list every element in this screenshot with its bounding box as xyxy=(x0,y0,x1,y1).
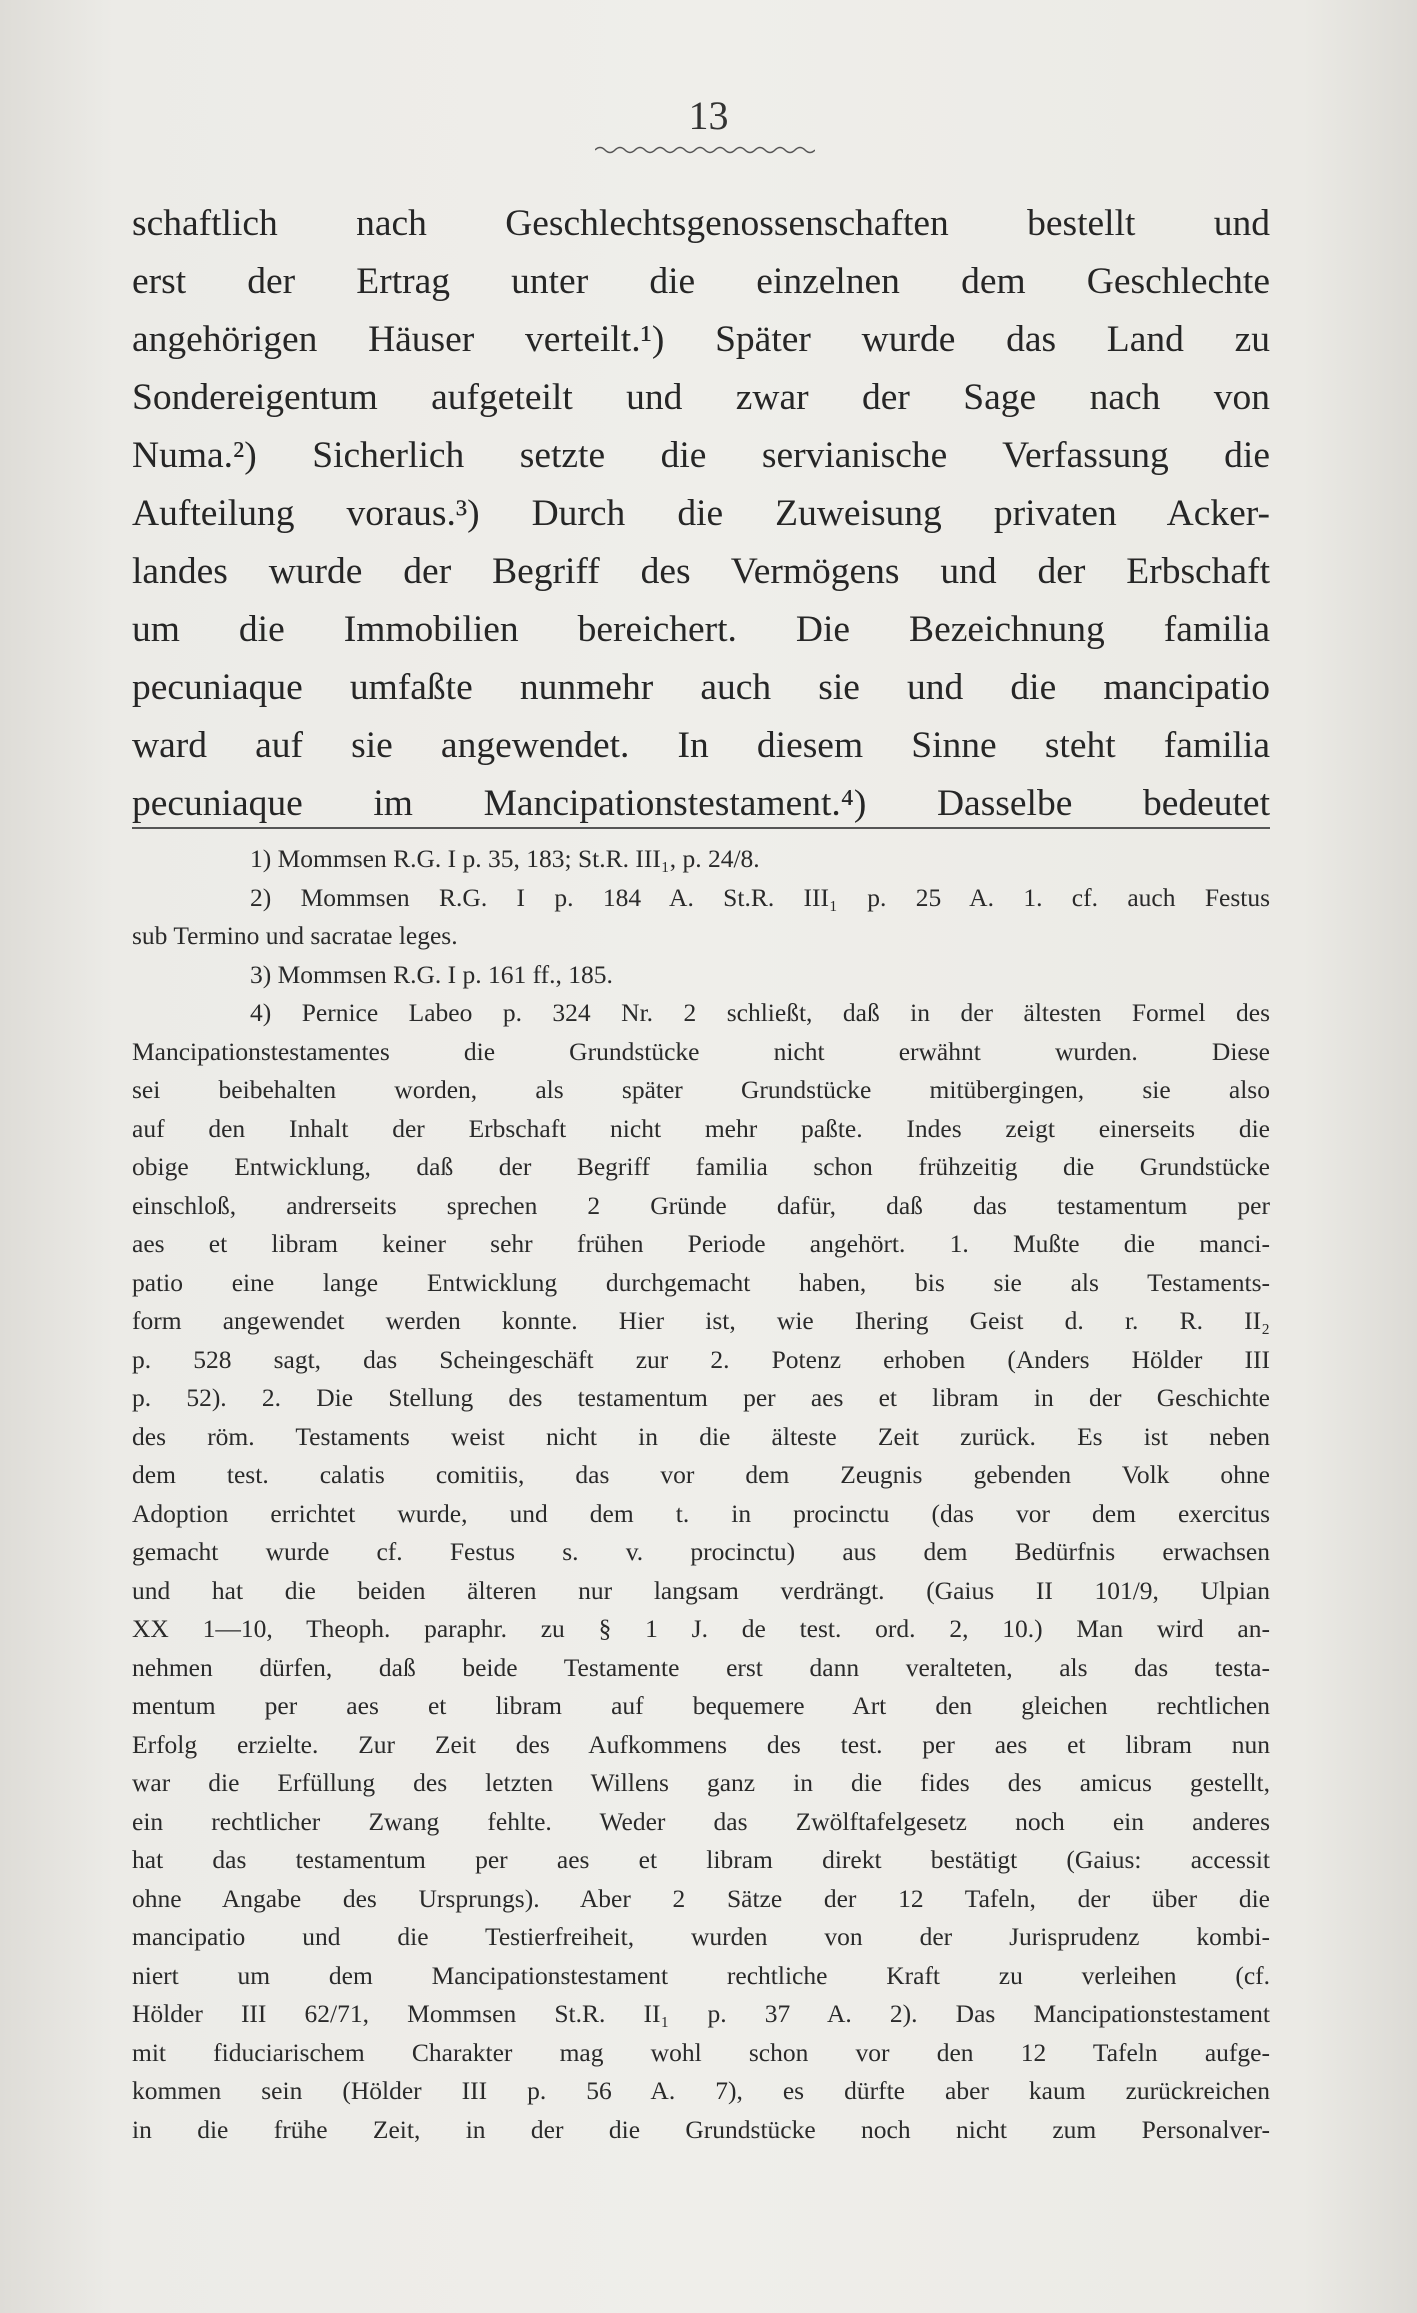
text-line: schaftlich nach Geschlechtsgenossenschaften bestellt und xyxy=(132,203,1270,244)
text-line: angehörigen Häuser verteilt.¹) Später wurde das Land zu xyxy=(132,319,1270,360)
footnote-line: Mancipationstestamentes die Grundstücke nicht erwähnt wurden. Diese xyxy=(132,1036,1270,1066)
text-line: Sondereigentum aufgeteilt und zwar der Sage nach von xyxy=(132,377,1270,418)
footnote-line: mit fiduciarischem Charakter mag wohl schon vor den 12 Tafeln aufge- xyxy=(132,2037,1270,2067)
main-text xyxy=(132,195,1270,833)
footnotes xyxy=(132,840,1270,2149)
text-line: um die Immobilien bereichert. Die Bezeichnung familia xyxy=(132,609,1270,650)
footnote-line: kommen sein (Hölder III p. 56 A. 7), es dürfte aber kaum zurückreichen xyxy=(132,2076,1270,2105)
footnote-line: gemacht wurde cf. Festus s. v. procinctu) aus dem Bedürfnis erwachsen xyxy=(132,1537,1270,1566)
footnote-line: ohne Angabe des Ursprungs). Aber 2 Sätze der 12 Tafeln, der über die xyxy=(132,1883,1270,1913)
footnote-line: p. 52). 2. Die Stellung des testamentum per aes et libram in der Geschichte xyxy=(132,1383,1270,1412)
footnote-line: 3) Mommsen R.G. I p. 161 ff., 185. xyxy=(250,959,613,989)
text-line: Aufteilung voraus.³) Durch die Zuweisung privaten Acker- xyxy=(132,493,1270,534)
footnote-line: ein rechtlicher Zwang fehlte. Weder das Zwölftafelgesetz noch ein anderes xyxy=(132,1806,1270,1836)
text-line: erst der Ertrag unter die einzelnen dem Geschlechte xyxy=(132,261,1270,302)
footnote-line: sub Termino und sacratae leges. xyxy=(132,921,458,950)
footnote-line: einschloß, andrerseits sprechen 2 Gründe dafür, daß das testamentum per xyxy=(132,1190,1270,1220)
footnote-line: in die frühe Zeit, in der die Grundstücke noch nicht zum Personalver- xyxy=(132,2114,1270,2144)
footnote-line: hat das testamentum per aes et libram direkt bestätigt (Gaius: accessit xyxy=(132,1845,1270,1874)
footnote-line: und hat die beiden älteren nur langsam verdrängt. (Gaius II 101/9, Ulpian xyxy=(132,1575,1270,1605)
footnote-line: form angewendet werden konnte. Hier ist, wie Ihering Geist d. r. R. II₂ xyxy=(132,1306,1270,1335)
footnote-line: nehmen dürfen, daß beide Testamente erst dann veralteten, als das testa- xyxy=(132,1652,1270,1682)
footnote-line: des röm. Testaments weist nicht in die älteste Zeit zurück. Es ist neben xyxy=(132,1421,1270,1451)
footnote-line: sei beibehalten worden, als später Grundstücke mitübergingen, sie also xyxy=(132,1075,1270,1104)
footnote-line: 1) Mommsen R.G. I p. 35, 183; St.R. III₁, p. 24/8. xyxy=(250,844,760,873)
footnote-line: niert um dem Mancipationstestament rechtliche Kraft zu verleihen (cf. xyxy=(132,1960,1270,1990)
footnote-line: mancipatio und die Testierfreiheit, wurden von der Jurisprudenz kombi- xyxy=(132,1922,1270,1951)
text-line: Numa.²) Sicherlich setzte die servianische Verfassung die xyxy=(132,435,1270,476)
text-line: landes wurde der Begriff des Vermögens und der Erbschaft xyxy=(132,551,1270,592)
footnote-line: obige Entwicklung, daß der Begriff familia schon frühzeitig die Grundstücke xyxy=(132,1152,1270,1181)
footnote-line: Hölder III 62/71, Mommsen St.R. II₁ p. 37 A. 2). Das Mancipationstestament xyxy=(132,1999,1270,2028)
footnote-rule xyxy=(132,827,1270,829)
footnote xyxy=(132,840,1270,879)
footnote-line: dem test. calatis comitiis, das vor dem Zeugnis gebenden Volk ohne xyxy=(132,1460,1270,1489)
ornament-divider xyxy=(595,145,815,155)
footnote-line: aes et libram keiner sehr frühen Periode angehört. 1. Mußte die manci- xyxy=(132,1229,1270,1258)
text-line: pecuniaque umfaßte nunmehr auch sie und die mancipatio xyxy=(132,667,1270,708)
footnote-line: patio eine lange Entwicklung durchgemacht haben, bis sie als Testaments- xyxy=(132,1267,1270,1297)
footnote-line: Erfolg erzielte. Zur Zeit des Aufkommens des test. per aes et libram nun xyxy=(132,1729,1270,1759)
footnote xyxy=(132,994,1270,2149)
page-number: 13 xyxy=(688,93,729,138)
footnote-line: war die Erfüllung des letzten Willens ganz in die fides des amicus gestellt, xyxy=(132,1768,1270,1797)
footnote-line: XX 1—10, Theoph. paraphr. zu § 1 J. de test. ord. 2, 10.) Man wird an- xyxy=(132,1614,1270,1643)
footnote xyxy=(132,956,1270,995)
footnote-line: mentum per aes et libram auf bequemere Art den gleichen rechtlichen xyxy=(132,1691,1270,1720)
footnote xyxy=(132,879,1270,956)
footnote-line: 4) Pernice Labeo p. 324 Nr. 2 schließt, daß in der ältesten Formel des xyxy=(250,998,1270,1027)
text-line: ward auf sie angewendet. In diesem Sinne steht familia xyxy=(132,725,1270,766)
text-line: pecuniaque im Mancipationstestament.⁴) Dasselbe bedeutet xyxy=(132,783,1270,824)
footnote-line: auf den Inhalt der Erbschaft nicht mehr paßte. Indes zeigt einerseits die xyxy=(132,1113,1270,1143)
footnote-line: Adoption errichtet wurde, und dem t. in procinctu (das vor dem exercitus xyxy=(132,1498,1270,1528)
footnote-line: p. 528 sagt, das Scheingeschäft zur 2. Potenz erhoben (Anders Hölder III xyxy=(132,1344,1270,1374)
footnote-line: 2) Mommsen R.G. I p. 184 A. St.R. III₁ p. 25 A. 1. cf. auch Festus xyxy=(250,882,1270,912)
